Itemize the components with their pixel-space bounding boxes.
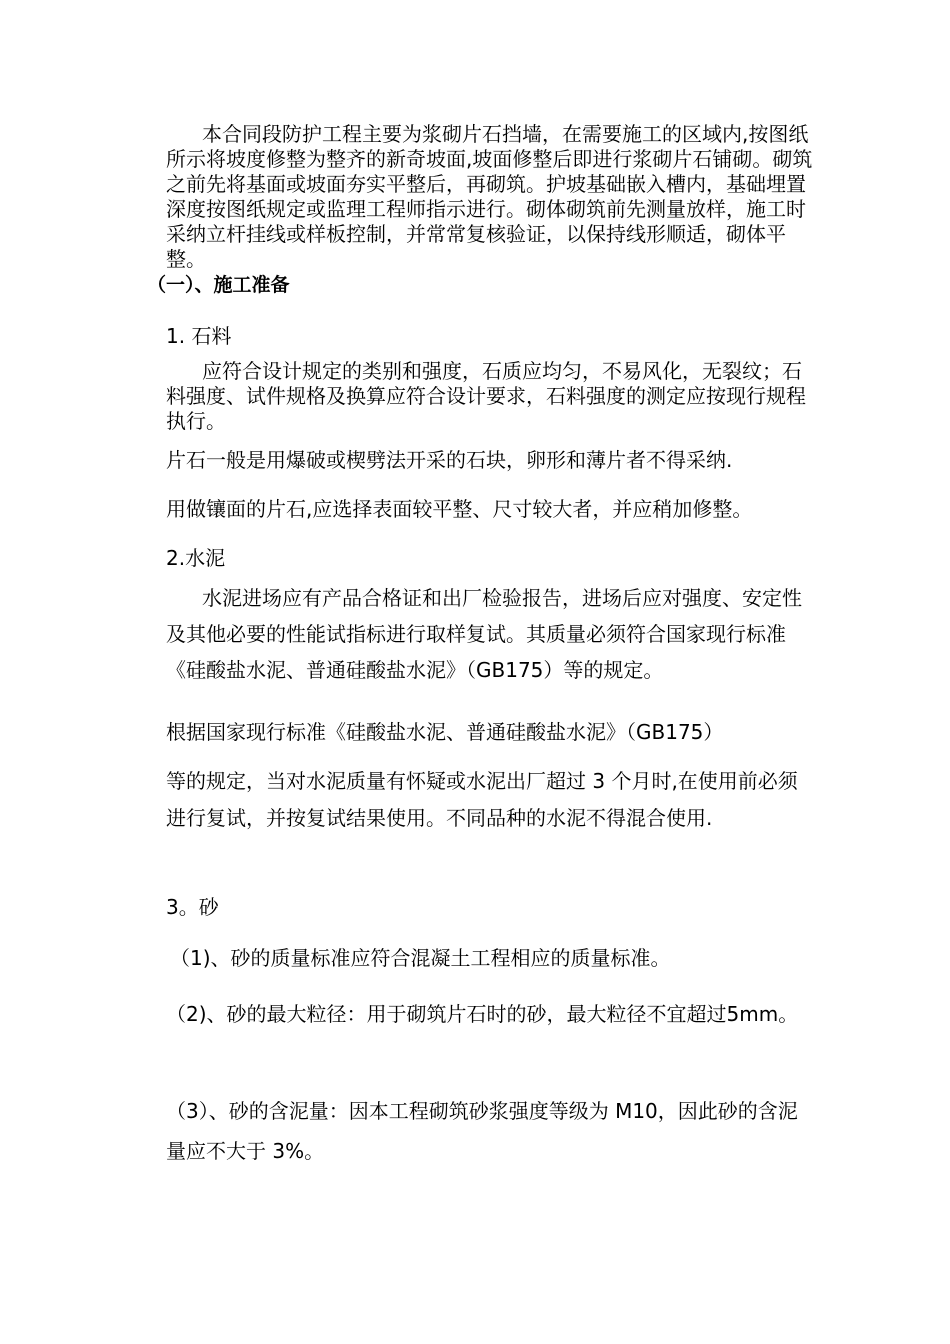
intro-paragraph: 本合同段防护工程主要为浆砌片石挡墙，在需要施工的区域内,按图纸所示将坡度修整为整齐的新奇坡面,坡面修整后即进行浆砌片石铺砌。砌筑之前先将基面或坡面夯实平整后，再砌筑。护坡基础嵌入槽内，基础埋置深度按图纸规定或监理工程师指示进行。砌体砌筑前先测量放样，施工时采纳立杆挂线或样板控制，并常常复核验证，以保持线形顺适，砌体平整。 [166, 122, 813, 271]
section-heading: （一）、施工准备 [147, 274, 290, 296]
stone-paragraph: 应符合设计规定的类别和强度，石质应均匀，不易风化，无裂纹；石料强度、试件规格及换算应符合设计要求，石料强度的测定应按现行规程执行。 [166, 359, 806, 433]
sand-item-3: （3）、砂的含泥量：因本工程砌筑砂浆强度等级为 M10，因此砂的含泥量应不大于 3%。 [166, 1099, 798, 1163]
stone-line-1: 片石一般是用爆破或楔劈法开采的石块，卵形和薄片者不得采纳. [166, 448, 733, 472]
cement-paragraph-1: 水泥进场应有产品合格证和出厂检验报告，进场后应对强度、安定性及其他必要的性能试指标进行取样复试。其质量必须符合国家现行标准《硅酸盐水泥、普通硅酸盐水泥》（GB175）等的规定。 [166, 586, 802, 682]
stone-line-2: 用做镶面的片石,应选择表面较平整、尺寸较大者，并应稍加修整。 [166, 497, 753, 521]
stone-title: 1. 石料 [166, 324, 232, 348]
cement-standard-line: 根据国家现行标准《硅酸盐水泥、普通硅酸盐水泥》（GB175） [166, 720, 724, 744]
cement-title: 2.水泥 [166, 546, 226, 570]
sand-item-1: （1)、砂的质量标准应符合混凝土工程相应的质量标准。 [170, 946, 671, 970]
sand-title: 3。砂 [166, 895, 219, 919]
cement-paragraph-2: 等的规定，当对水泥质量有怀疑或水泥出厂超过 3 个月时,在使用前必须进行复试，并按复试结果使用。不同品种的水泥不得混合使用. [166, 769, 798, 830]
sand-item-2: （2)、砂的最大粒径：用于砌筑片石时的砂，最大粒径不宜超过5mm。 [166, 1002, 799, 1026]
